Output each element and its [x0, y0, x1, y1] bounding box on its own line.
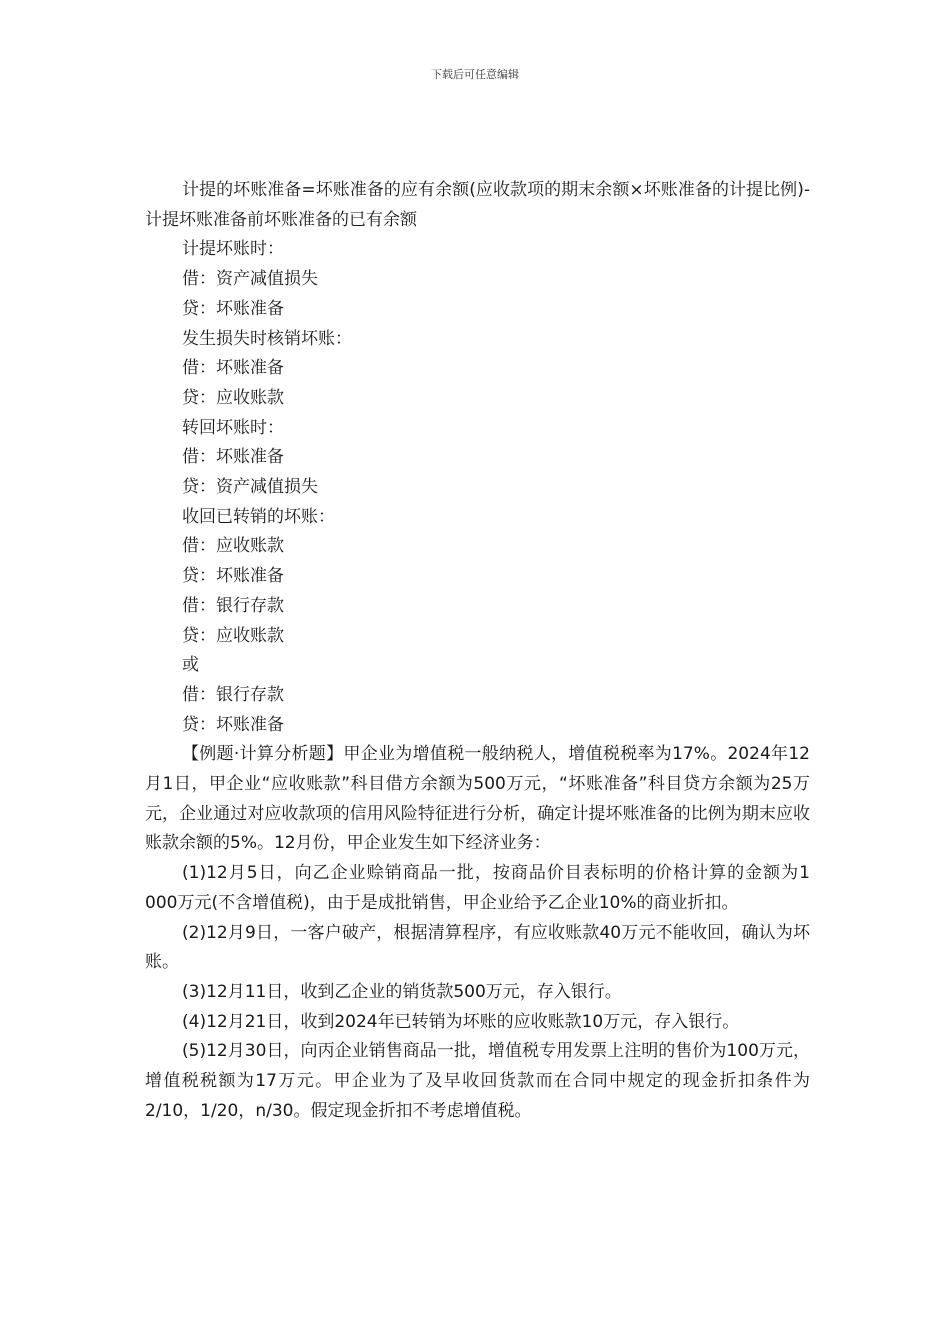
paragraph: 贷：坏账准备 — [182, 566, 284, 587]
example-question: 【例题·计算分析题】甲企业为增值税一般纳税人，增值税税率为17%。2024年12月1日，甲企业“应收账款”科目借方余额为500万元，“坏账准备”科目贷方余额为25万元，企业通过对应收款项的信用风险特征进行分析，确定计提坏账准备的比例为期末应收账款余额的5%。12月份，甲企业发生如下经济业务： — [145, 744, 810, 854]
paragraph: 或 — [182, 655, 199, 676]
paragraph: 贷：应收账款 — [182, 387, 284, 408]
page-header: 下载后可任意编辑 — [431, 68, 519, 81]
business-item-2: (2)12月9日，一客户破产，根据清算程序，有应收账款40万元不能收回，确认为坏账。 — [145, 922, 810, 973]
paragraph: 借：银行存款 — [182, 595, 284, 616]
business-item-3: (3)12月11日，收到乙企业的销货款500万元，存入银行。 — [182, 981, 622, 1002]
business-item-1: (1)12月5日，向乙企业赊销商品一批，按商品价目表标明的价格计算的金额为1 000万元(不含增值税)，由于是成批销售，甲企业给予乙企业10%的商业折扣。 — [145, 863, 810, 913]
formula-paragraph: 计提的坏账准备=坏账准备的应有余额(应收款项的期末余额×坏账准备的计提比例)-计提坏账准备前坏账准备的已有余额 — [145, 180, 810, 230]
paragraph: 发生损失时核销坏账： — [182, 328, 352, 349]
paragraph: 借：应收账款 — [182, 536, 284, 557]
paragraph: 计提坏账时： — [182, 239, 284, 260]
paragraph: 借：坏账准备 — [182, 447, 284, 468]
business-item-4: (4)12月21日，收到2024年已转销为坏账的应收账款10万元，存入银行。 — [182, 1011, 740, 1032]
paragraph: 借：资产减值损失 — [182, 269, 318, 290]
paragraph: 借：银行存款 — [182, 684, 284, 705]
paragraph: 收回已转销的坏账： — [182, 506, 335, 527]
paragraph: 借：坏账准备 — [182, 358, 284, 379]
paragraph: 转回坏账时： — [182, 417, 284, 438]
paragraph: 贷：坏账准备 — [182, 298, 284, 319]
paragraph: 贷：应收账款 — [182, 625, 284, 646]
document-body — [145, 176, 810, 1127]
paragraph: 贷：坏账准备 — [182, 714, 284, 735]
paragraph: 贷：资产减值损失 — [182, 477, 318, 498]
business-item-5: (5)12月30日，向丙企业销售商品一批，增值税专用发票上注明的售价为100万元，增值税税额为17万元。甲企业为了及早收回货款而在合同中规定的现金折扣条件为2/10，1/20，n/30。假定现金折扣不考虑增值税。 — [145, 1041, 810, 1121]
